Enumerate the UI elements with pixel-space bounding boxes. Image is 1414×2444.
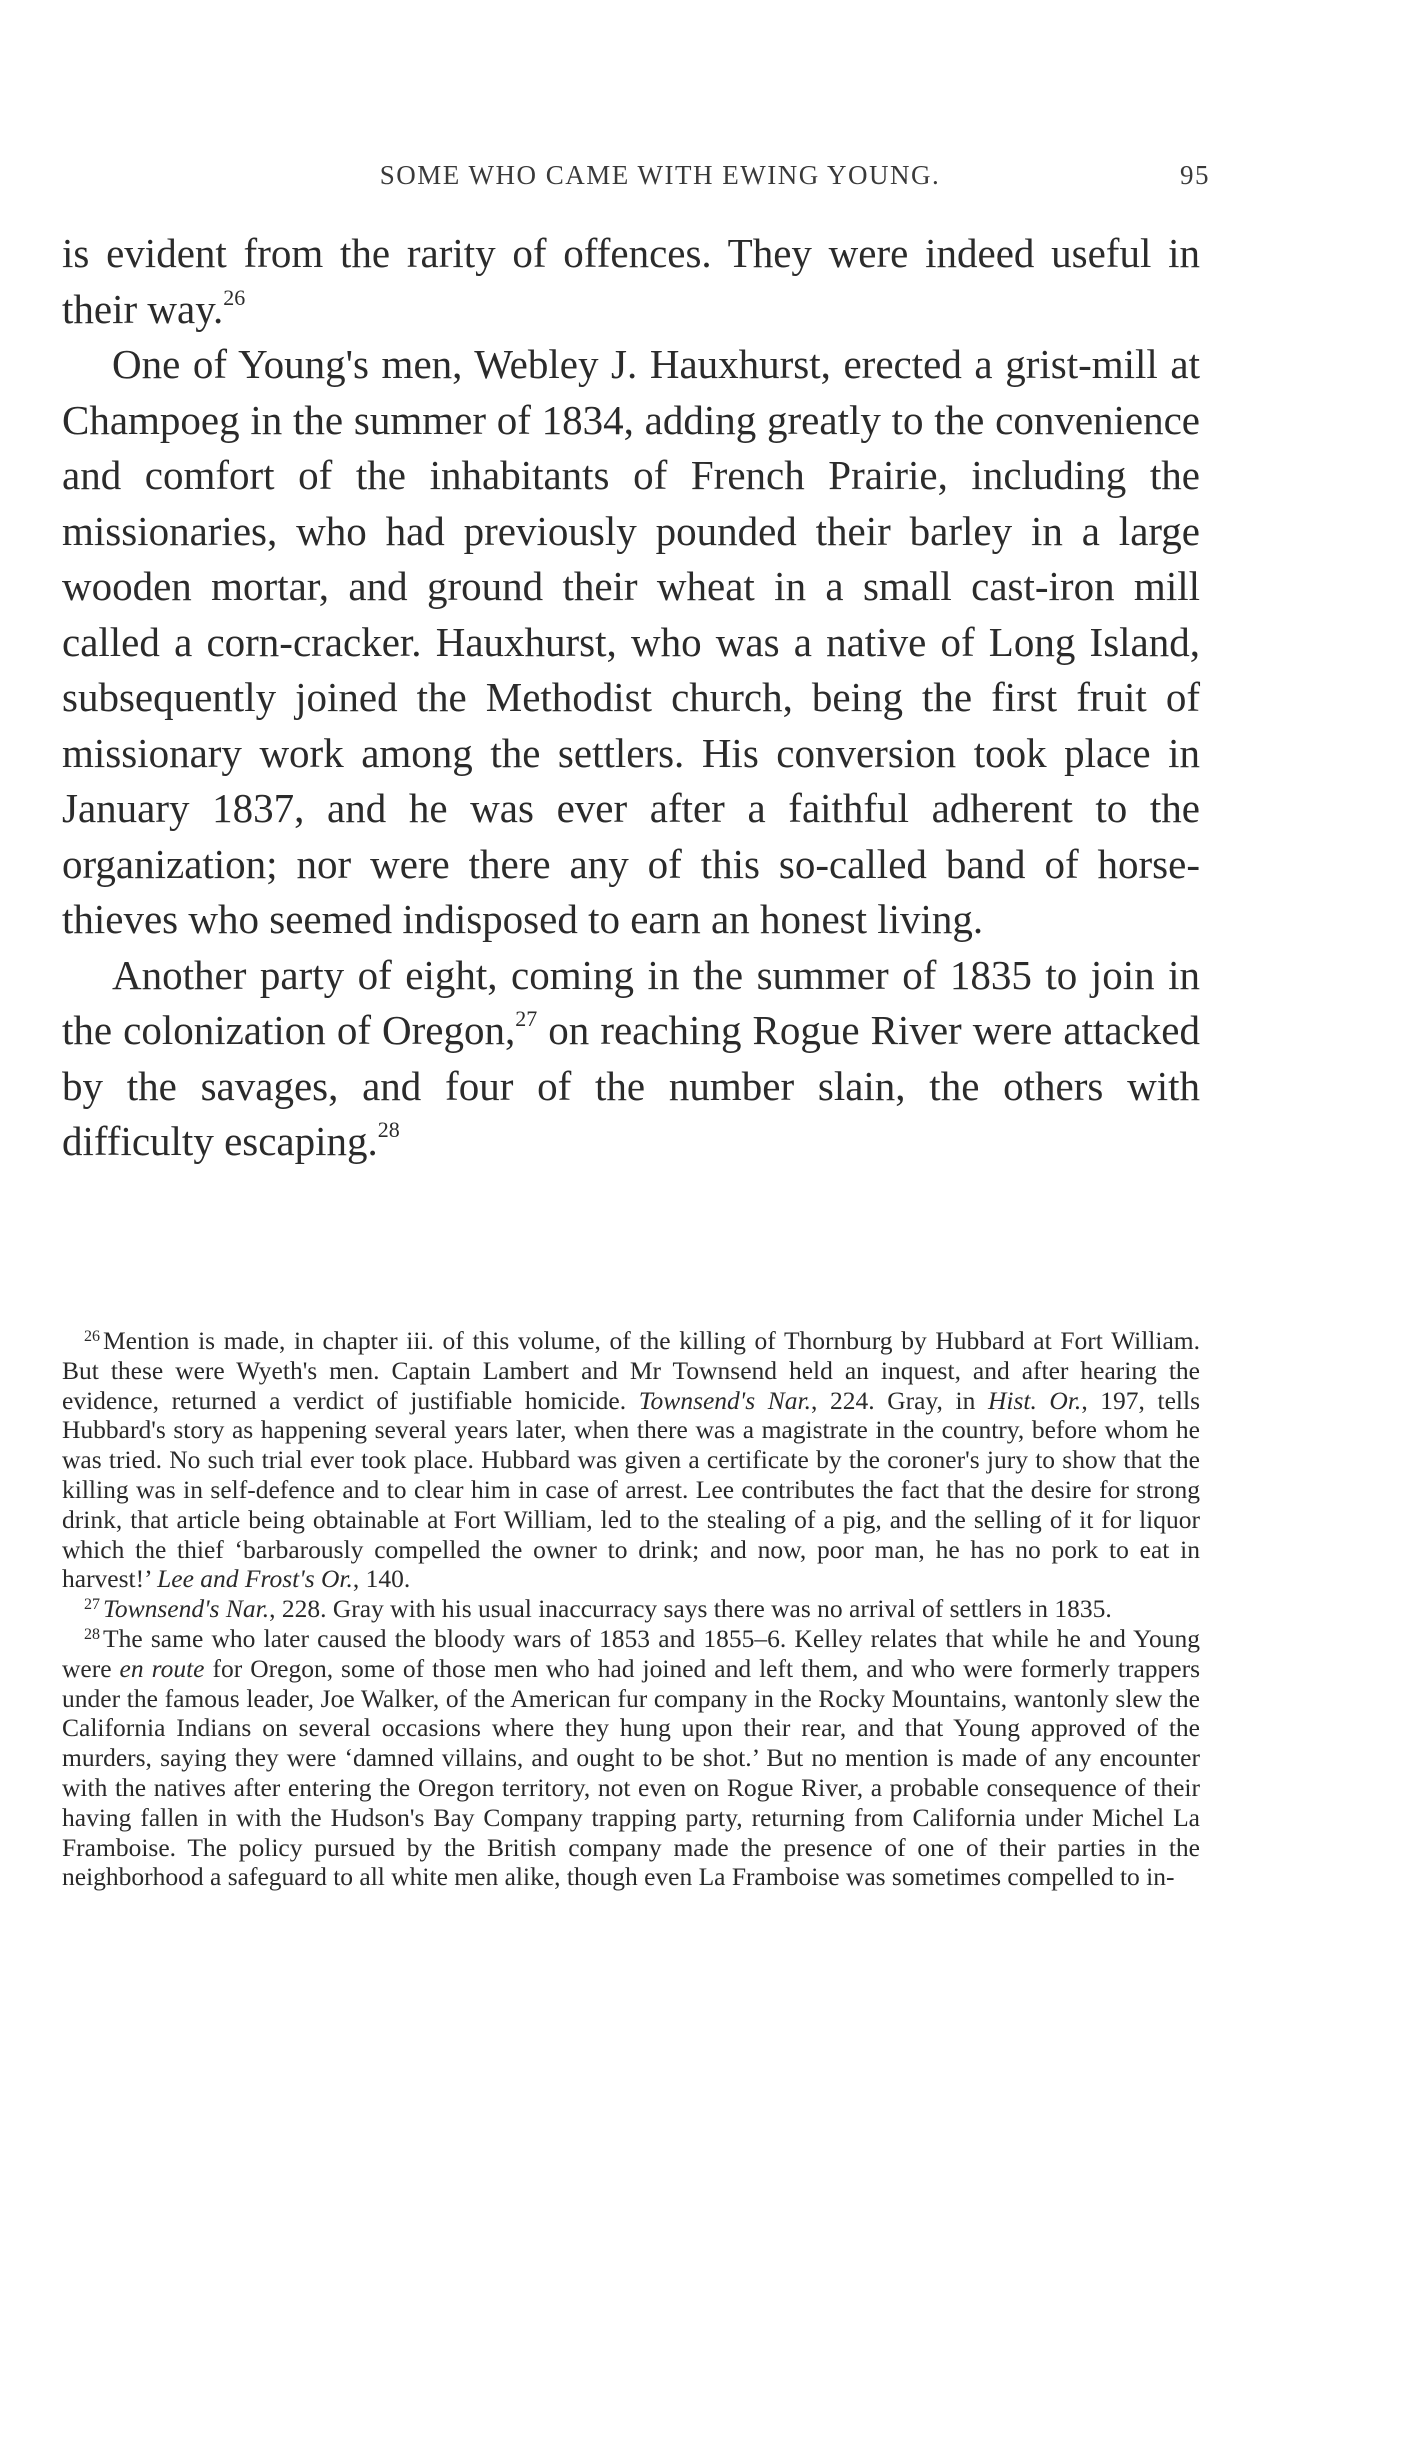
footnote-28-text-1: The same who later caused the bloody wars of 1853 and 1855–6. Kelley relates that while he and Young were [62, 1623, 1200, 1683]
footnote-26 [62, 1326, 1200, 1594]
footnote-26-text-2: , 224. Gray, in [811, 1385, 988, 1415]
footnote-26-mark: 26 [84, 1328, 100, 1345]
footnote-26-text-3: , 197, tells Hubbard's story as happening several years later, when there was a magistrate in the country, before whom he was tried. No such trial ever took place. Hubbard was given a certificate by the coroner's jury to show that the killing was in self-defence and to clear him in case of arrest. Lee contributes the fact that the desire for strong drink, that article being obtainable at Fort William, led to the stealing of a pig, and the selling of it for liquor which the thief ‘barbarously compelled the owner to drink; and now, poor man, he has no pork to eat in harvest!’ [62, 1385, 1201, 1594]
footnote-26-citation-3: Lee and Frost's Or. [157, 1564, 353, 1594]
paragraph-2-text: One of Young's men, Webley J. Hauxhurst, erected a grist-mill at Champoeg in the summer of 1834, adding greatly to the convenience and comfort of the inhabitants of French Prairie, including the missionaries, who had previously pounded their barley in a large wooden mortar, and ground their wheat in a small cast-iron mill called a corn-cracker. Hauxhurst, who was a native of Long Island, subsequently joined the Methodist church, being the first fruit of missionary work among the settlers. His conversion took place in January 1837, and he was ever after a faithful adherent to the organization; nor were there any of this so-called band of horse-thieves who seemed indisposed to earn an honest living. [62, 341, 1200, 942]
footnote-26-text-1: Mention is made, in chapter iii. of this volume, of the killing of Thornburg by Hubbard at Fort William. But these were Wyeth's men. Captain Lambert and Mr Townsend held an inquest, and after hearing the evidence, returned a verdict of justifiable homicide. [62, 1326, 1200, 1415]
footnote-26-citation-1: Townsend's Nar. [638, 1385, 812, 1415]
footnote-28-mark: 28 [84, 1625, 100, 1643]
running-title: SOME WHO CAME WITH EWING YOUNG. [379, 160, 941, 190]
footnote-28-citation-1: en route [119, 1653, 205, 1683]
footnote-28-text-2: for Oregon, some of those men who had joined and left them, and who were formerly trappers under the famous leader, Joe Walker, of the American fur company in the Rocky Mountains, wantonly slew the California Indians on several occasions where they hung upon their rear, and that Young approved of the murders, saying they were ‘damned villains, and ought to be shot.’ But no mention is made of any encounter with the natives after entering the Oregon territory, not even on Rogue River, a probable consequence of their having fallen in with the Hudson's Bay Company trapping party, returning from California under Michel La Framboise. The policy pursued by the British company made the presence of one of their parties in the neighborhood a safeguard to all white men alike, though even La Framboise was sometimes compelled to in- [62, 1653, 1201, 1892]
footnote-27 [62, 1594, 1200, 1624]
paragraph-3-text-a: Another party of eight, coming in the summer of 1835 to join in the colonization of Oregon, [62, 951, 1200, 1053]
page-number: 95 [1180, 160, 1210, 190]
footnote-26-citation-2: Hist. Or. [987, 1385, 1082, 1415]
paragraph-3 [62, 948, 1200, 1170]
paragraph-1-text: is evident from the rarity of offences. They were indeed useful in their way. [62, 230, 1200, 332]
footnote-ref-27: 27 [515, 1006, 538, 1031]
main-text [62, 226, 1200, 1170]
paragraph-2 [62, 337, 1200, 948]
footnote-27-mark: 27 [84, 1596, 100, 1614]
footnote-ref-26: 26 [223, 284, 246, 310]
footnote-28 [62, 1624, 1200, 1892]
footnote-27-citation-1: Townsend's Nar. [103, 1594, 270, 1624]
footnote-27-text-1: , 228. Gray with his usual inaccurracy says there was no arrival of settlers in 1835. [269, 1594, 1112, 1624]
paragraph-1 [62, 226, 1200, 337]
footnote-ref-28: 28 [377, 1117, 400, 1142]
footnote-26-text-4: , 140. [352, 1564, 411, 1594]
paragraph-3-text-b: on reaching Rogue River were attacked by the savages, and four of the number slain, the others with difficulty escaping. [62, 1007, 1200, 1164]
footnotes [62, 1326, 1200, 1892]
